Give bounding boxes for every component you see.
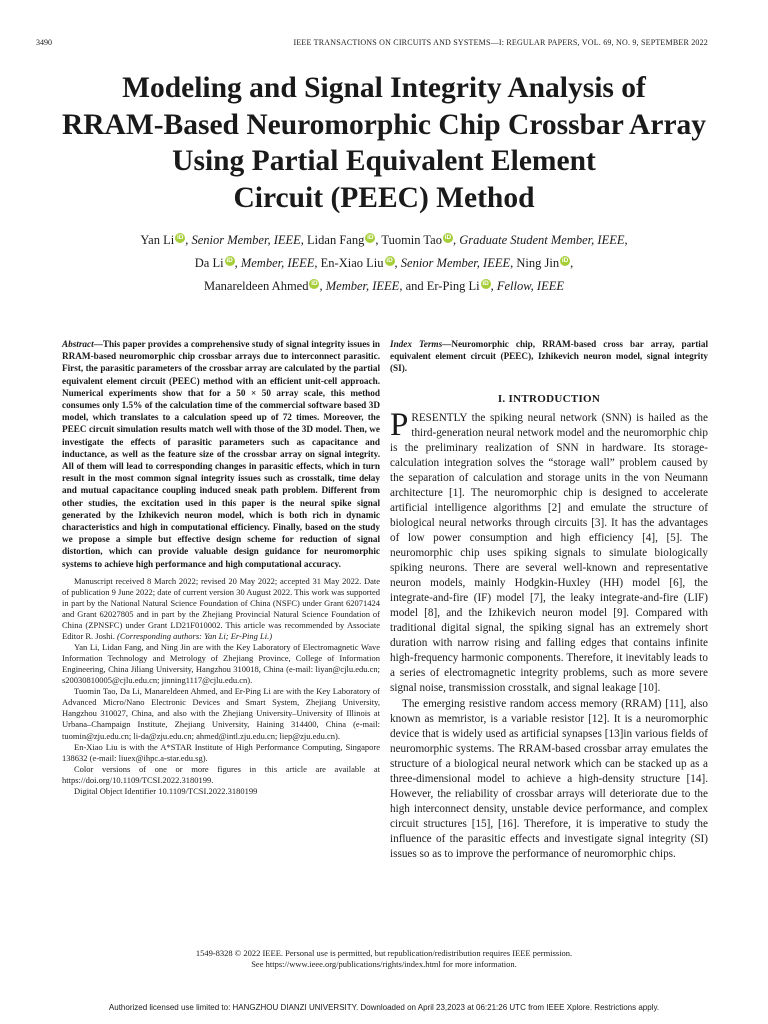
footnotes	[62, 576, 380, 797]
author-line	[0, 275, 768, 298]
intro-paragraph: The emerging resistive random access memory (RRAM) [11], also known as memristor, is a variable resistor [12]. It is a neuromorphic device that is widely used as artificial synapses [13]in various fields of neuromorphic systems. The RRAM-based crossbar array emulates the structure of a biological neural network which can be stacked up as a three-dimensional model to achieve a high-density structure [14]. However, the reliability of crossbar arrays will deteriorate due to the high interconnect density, unstable device performance, and complex circuit structures [15], [16]. Therefore, it is imperative to study the influence of the parasitic effects and investigate signal integrity (SI) issues so as to improve the performance of neuromorphic chips.	[390, 697, 708, 860]
abstract-text: —This paper provides a comprehensive study of signal integrity issues in RRAM-based neuromorphic chip crossbar arrays due to interconnect parasitic. First, the parasitic parameters of the crossbar array are calculated by the partial equivalent element circuit (PEEC) method with an efficient unit-cell approach. Numerical experiments show that for a 50 × 50 array scale, this method consumes only 1.5% of the calculation time of the commercial software based 3D model, which translates to a calculation speed up of 72 times. Moreover, the PEEC circuit simulation results match well with those of the 3D model. Then, we investigate the effects of parasitic parameters such as capacitance and inductance, as well as the feature size of the crossbar array on signal integrity. All of them will lead to corresponding changes in parasitic effects, which in turn result in the most common signal integrity issues such as crosstalk, time delay and mutual capacitance coupling induced sneak path problem. Different from other studies, the excitation used in this paper is the neural spike signal generated by the Izhikevich neuron model, which is both rich in dynamic characteristics and high in computational efficiency. Finally, based on the study we propose a simple but effective design scheme for reduction of signal distortion, which can provide valuable design guidance for neuromorphic systems to achieve high performance and high computational accuracy.	[62, 339, 380, 569]
drop-cap: P	[390, 406, 409, 443]
intro-paragraph-text: RESENTLY the spiking neural network (SNN) is hailed as the third-generation neural network model and the neuromorphic chip is the preliminary realization of SNN in hardware. Its storage-calculation integration solves the “storage wall” problem caused by the separation of calculation and storage units in the von Neumann architecture [1]. The neuromorphic chip is designed to accelerate artificial intelligence algorithms [2] and emulate the structure of biological neural networks through circuits [3]. It has the advantages of low power consumption and high efficiency [4], [5]. The neuromorphic chip uses spiking signals to simulate biologically spiking neurons. There are several well-known and representative neuron models, mainly Hodgkin-Huxley (HH) model [6], the integrate-and-fire (IF) model [7], the leaky integrate-and-fire (LIF) model [8], and the Izhikevich neuron model [9]. Compared with traditional digital signal, the spiking signal has an extremely short duration with narrow rising and falling edges that contains infinite high-frequency harmonic components. Therefore, it inevitably leads to a series of electromagnetic integrity problems, such as more severe signal noise, transmission crosstalk, and signal leakage [10].	[390, 411, 708, 695]
page-number: 3490	[36, 38, 52, 47]
license-footer: Authorized licensed use limited to: HANGZHOU DIANZI UNIVERSITY. Downloaded on April 23,2023 at 06:21:26 UTC from IEEE Xplore. Restrictions apply.	[108, 1003, 660, 1012]
author-membership: , Member, IEEE	[319, 279, 400, 293]
author-name: , and Er-Ping Li	[399, 279, 480, 293]
orcid-icon[interactable]: iD	[226, 257, 233, 264]
right-column	[390, 338, 708, 862]
author-name: Manareldeen Ahmed	[204, 279, 309, 293]
abstract-label: Abstract	[62, 339, 94, 349]
orcid-icon[interactable]: iD	[482, 280, 489, 287]
author-list	[0, 229, 768, 298]
author-name: ,	[570, 256, 574, 270]
footnote-manuscript	[62, 576, 380, 642]
author-name: Yan Li	[140, 233, 175, 247]
author-name: , Lidan Fang	[300, 233, 365, 247]
section-heading: I. INTRODUCTION	[497, 392, 601, 405]
title-line: Modeling and Signal Integrity Analysis of	[122, 72, 646, 104]
orcid-icon[interactable]: iD	[311, 280, 318, 287]
footnote-affiliation: En-Xiao Liu is with the A*STAR Institute of High Performance Computing, Singapore 138632 (e-mail: liuex@ihpc.a-star.edu.sg).	[62, 741, 380, 763]
orcid-icon[interactable]: iD	[176, 234, 184, 241]
footnote-manuscript-text: Manuscript received 8 March 2022; revised 20 May 2022; accepted 31 May 2022. Date of publication 9 June 2022; date of current version 30 August 2022. This work was supported in part by the National Natural Science Foundation of China (NSFC) under Grant 62071424 and Grant 62027805 and in part by the Zhejiang Provincial Natural Science Foundation of China (ZPNSFC) under Grant LD21F010002. This article was recommended by Associate Editor R. Joshi.	[62, 575, 380, 642]
footnote-doi: Digital Object Identifier 10.1109/TCSI.2022.3180199	[74, 785, 258, 796]
author-membership: , Graduate Student Member, IEEE	[452, 233, 625, 247]
copyright-notice	[0, 948, 768, 970]
orcid-icon[interactable]: iD	[561, 257, 569, 264]
footnote-color: Color versions of one or more figures in this article are available at https://doi.org/10.1109/TCSI.2022.3180199.	[62, 763, 380, 785]
author-line	[0, 252, 768, 275]
intro-paragraph	[390, 406, 708, 697]
orcid-icon[interactable]: iD	[386, 257, 393, 264]
title-line: Using Partial Equivalent Element	[172, 145, 596, 177]
abstract	[62, 338, 380, 570]
author-name: , Ning Jin	[510, 256, 560, 270]
title-line: Circuit (PEEC) Method	[233, 181, 535, 214]
copyright-line: 1549-8328 © 2022 IEEE. Personal use is permitted, but republication/redistribution requires IEEE permission.	[195, 948, 573, 958]
orcid-icon[interactable]: iD	[444, 234, 452, 241]
author-membership: , Fellow, IEEE	[490, 279, 564, 293]
footnote-affiliation: Yan Li, Lidan Fang, and Ning Jin are with the Key Laboratory of Electromagnetic Wave Information Technology and Metrology of Zhejiang Province, College of Information Engineering, China Jiliang University, Hangzhou 310018, China (e-mail: liyan@cjlu.edu.cn; s20030810005@cjlu.edu.cn; jinning1117@cjlu.edu.cn).	[62, 642, 380, 686]
title-line: RRAM-Based Neuromorphic Chip Crossbar Array	[61, 108, 707, 141]
author-membership: , Member, IEEE	[234, 256, 315, 270]
copyright-line: See https://www.ieee.org/publications/rights/index.html for more information.	[251, 959, 517, 969]
author-name: , En-Xiao Liu	[314, 256, 384, 270]
footnote-affiliation: Tuomin Tao, Da Li, Manareldeen Ahmed, and Er-Ping Li are with the Key Laboratory of Advanced Micro/Nano Electronic Devices and Smart System, Zhejiang University, Hangzhou 310027, China, and also with the Zhejiang University–University of Illinois at Urbana–Champaign Institute, Zhejiang University, Haining 314400, China (e-mail: tuomin@zju.edu.cn; li-da@zju.edu.cn; ahmed@intl.zju.edu.cn; liep@zju.edu.cn).	[62, 686, 380, 741]
index-terms-text: —Neuromorphic chip, RRAM-based cross bar array, partial equivalent element circuit (PEEC), Izhikevich neuron model, signal integrity (SI).	[390, 339, 709, 374]
left-column	[62, 338, 380, 797]
paper-title	[0, 70, 768, 216]
author-name: ,	[624, 233, 628, 247]
index-terms-label: Index Terms	[390, 339, 443, 349]
running-header: IEEE TRANSACTIONS ON CIRCUITS AND SYSTEMS—I: REGULAR PAPERS, VOL. 69, NO. 9, SEPTEMBER 2022	[293, 38, 708, 47]
author-line	[0, 229, 768, 252]
author-name: , Tuomin Tao	[375, 233, 442, 247]
author-membership: , Senior Member, IEEE	[394, 256, 511, 270]
footnote-corresponding: (Corresponding authors: Yan Li; Er-Ping Li.)	[117, 631, 273, 642]
author-name: Da Li	[194, 256, 224, 270]
index-terms	[390, 338, 708, 375]
author-membership: , Senior Member, IEEE	[185, 233, 301, 247]
orcid-icon[interactable]: iD	[367, 234, 374, 241]
